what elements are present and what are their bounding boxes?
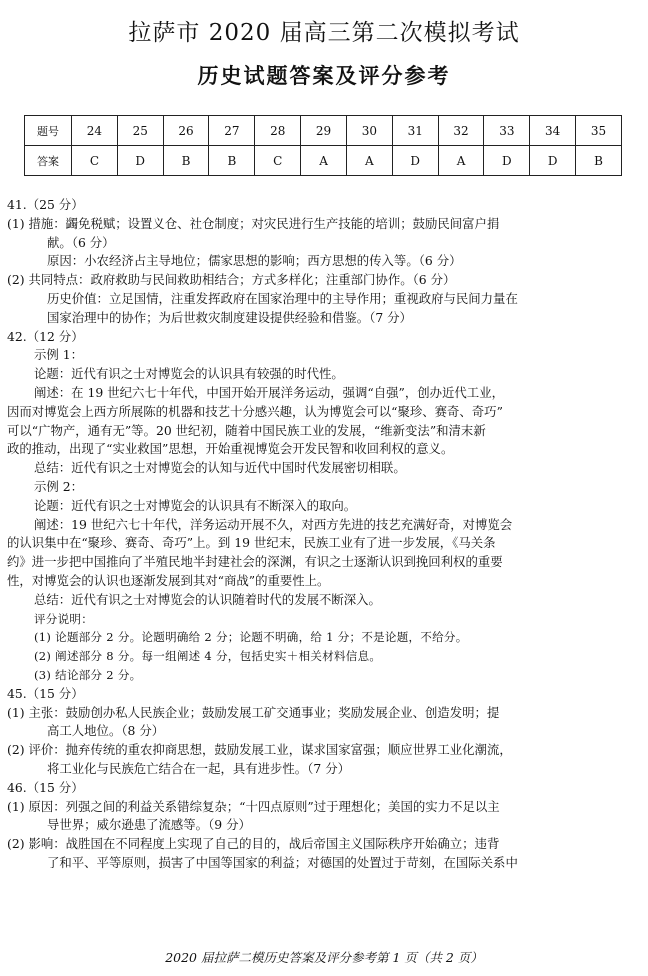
page-footer: 2020 届拉萨二模历史答案及评分参考第 1 页（共 2 页） bbox=[165, 950, 483, 965]
question-number: 27 bbox=[209, 116, 255, 146]
question-number-row bbox=[25, 116, 622, 146]
answer-line: 论题：近代有识之士对博览会的认识具有较强的时代性。 bbox=[34, 366, 344, 382]
question-heading: 45.（15 分） bbox=[7, 685, 84, 701]
answer-line: 政的推动，出现了“实业救国”思想，开始重视博览会开发民智和收回利权的意义。 bbox=[7, 441, 454, 457]
page-title: 拉萨市 2020 届高三第二次模拟考试 bbox=[128, 20, 520, 46]
question-heading: 46.（15 分） bbox=[7, 779, 84, 795]
answer-line: 的认识集中在“聚珍、赛奇、奇巧”上。到 19 世纪末，民族工业有了进一步发展，《马关条 bbox=[7, 535, 496, 551]
example-label: 示例 1： bbox=[34, 347, 83, 363]
answer-line: 论题：近代有识之士对博览会的认识具有不断深入的取向。 bbox=[34, 497, 357, 513]
question-heading: 41.（25 分） bbox=[7, 197, 84, 212]
question-number: 25 bbox=[117, 116, 163, 146]
scoring-note: (1) 论题部分 2 分。论题明确给 2 分；论题不明确，给 1 分；不是论题，不给分。 bbox=[34, 630, 468, 645]
answer-line: 献。（6 分） bbox=[47, 234, 115, 250]
answer-line: 历史价值：立足国情，注重发挥政府在国家治理中的主导作用；重视政府与民间力量在 bbox=[47, 290, 518, 306]
answer-cell: C bbox=[255, 146, 301, 176]
answer-cell: D bbox=[117, 146, 163, 176]
answer-line: 因而对博览会上西方所展陈的机器和技艺十分感兴趣，认为博览会可以“聚珍、赛奇、奇巧” bbox=[7, 403, 503, 419]
page-subtitle: 历史试题答案及评分参考 bbox=[197, 63, 451, 88]
answer-cell: C bbox=[72, 146, 118, 176]
answer-line: 高工人地位。（8 分） bbox=[47, 723, 165, 739]
scoring-note-heading: 评分说明： bbox=[34, 611, 93, 626]
answer-cell: D bbox=[392, 146, 438, 176]
example-label: 示例 2： bbox=[34, 478, 83, 494]
answer-table bbox=[24, 115, 622, 176]
answer-cell: B bbox=[576, 146, 622, 176]
answer-line: 可以“广物产，通有无”等。20 世纪初，随着中国民族工业的发展，“维新变法”和清末新 bbox=[7, 422, 486, 438]
answer-line: 总结：近代有识之士对博览会的认识随着时代的发展不断深入。 bbox=[34, 591, 381, 607]
question-number: 26 bbox=[163, 116, 209, 146]
answer-line: 原因：小农经济占主导地位；儒家思想的影响；西方思想的传入等。（6 分） bbox=[47, 253, 462, 269]
question-heading: 42.（12 分） bbox=[7, 328, 84, 344]
answer-cell: D bbox=[484, 146, 530, 176]
answer-line: (2) 影响：战胜国在不同程度上实现了自己的目的，战后帝国主义国际秩序开始确立；违背 bbox=[7, 836, 500, 852]
row-label: 答案 bbox=[25, 146, 72, 176]
answer-line: 性，对博览会的认识也逐渐发展到其对“商战”的重要性上。 bbox=[7, 572, 330, 588]
answer-line: (1) 主张：鼓励创办私人民族企业；鼓励发展工矿交通事业；奖励发展企业、创造发明；提 bbox=[7, 704, 500, 720]
answer-cell: A bbox=[301, 146, 347, 176]
answer-line: (2) 评价：抛弃传统的重农抑商思想，鼓励发展工业，谋求国家富强；顺应世界工业化潮流， bbox=[7, 742, 512, 758]
question-number: 30 bbox=[346, 116, 392, 146]
answer-cell: B bbox=[163, 146, 209, 176]
answer-cell: B bbox=[209, 146, 255, 176]
answer-line: 阐述：在 19 世纪六七十年代，中国开始开展洋务运动，强调“自强”，创办近代工业， bbox=[34, 384, 504, 400]
answer-line: (1) 措施：蠲免税赋；设置义仓、社仓制度；对灾民进行生产技能的培训；鼓励民间富户捐 bbox=[7, 215, 500, 231]
question-number: 35 bbox=[576, 116, 622, 146]
scoring-note: (2) 阐述部分 8 分。每一组阐述 4 分，包括史实＋相关材料信息。 bbox=[34, 649, 382, 664]
answer-cell: D bbox=[530, 146, 576, 176]
question-number: 29 bbox=[301, 116, 347, 146]
answer-cell: A bbox=[346, 146, 392, 176]
question-number: 32 bbox=[438, 116, 484, 146]
answer-line: 将工业化与民族危亡结合在一起，具有进步性。（7 分） bbox=[47, 760, 350, 776]
row-label: 题号 bbox=[25, 116, 72, 146]
answer-line: 导世界；威尔逊患了流感等。（9 分） bbox=[47, 817, 251, 833]
answer-line: (1) 原因：列强之间的利益关系错综复杂；“十四点原则”过于理想化；美国的实力不足以主 bbox=[7, 798, 500, 814]
answer-line: 了和平、平等原则，损害了中国等国家的利益；对德国的处置过于苛刻，在国际关系中 bbox=[47, 854, 518, 870]
question-number: 24 bbox=[72, 116, 118, 146]
answer-row bbox=[25, 146, 622, 176]
answer-line: (2) 共同特点：政府救助与民间救助相结合；方式多样化；注重部门协作。（6 分） bbox=[7, 272, 456, 288]
scoring-note: (3) 结论部分 2 分。 bbox=[34, 667, 142, 682]
question-number: 28 bbox=[255, 116, 301, 146]
answer-line: 总结：近代有识之士对博览会的认知与近代中国时代发展密切相联。 bbox=[34, 460, 406, 476]
answer-cell: A bbox=[438, 146, 484, 176]
answer-line: 约》进一步把中国推向了半殖民地半封建社会的深渊，有识之士逐渐认识到挽回利权的重要 bbox=[7, 554, 503, 570]
question-number: 31 bbox=[392, 116, 438, 146]
question-number: 34 bbox=[530, 116, 576, 146]
answer-line: 国家治理中的协作；为后世救灾制度建设提供经验和借鉴。（7 分） bbox=[47, 309, 412, 325]
question-number: 33 bbox=[484, 116, 530, 146]
answer-body bbox=[7, 196, 639, 873]
answer-line: 阐述：19 世纪六七十年代，洋务运动开展不久，对西方先进的技艺充满好奇，对博览会 bbox=[34, 516, 513, 532]
